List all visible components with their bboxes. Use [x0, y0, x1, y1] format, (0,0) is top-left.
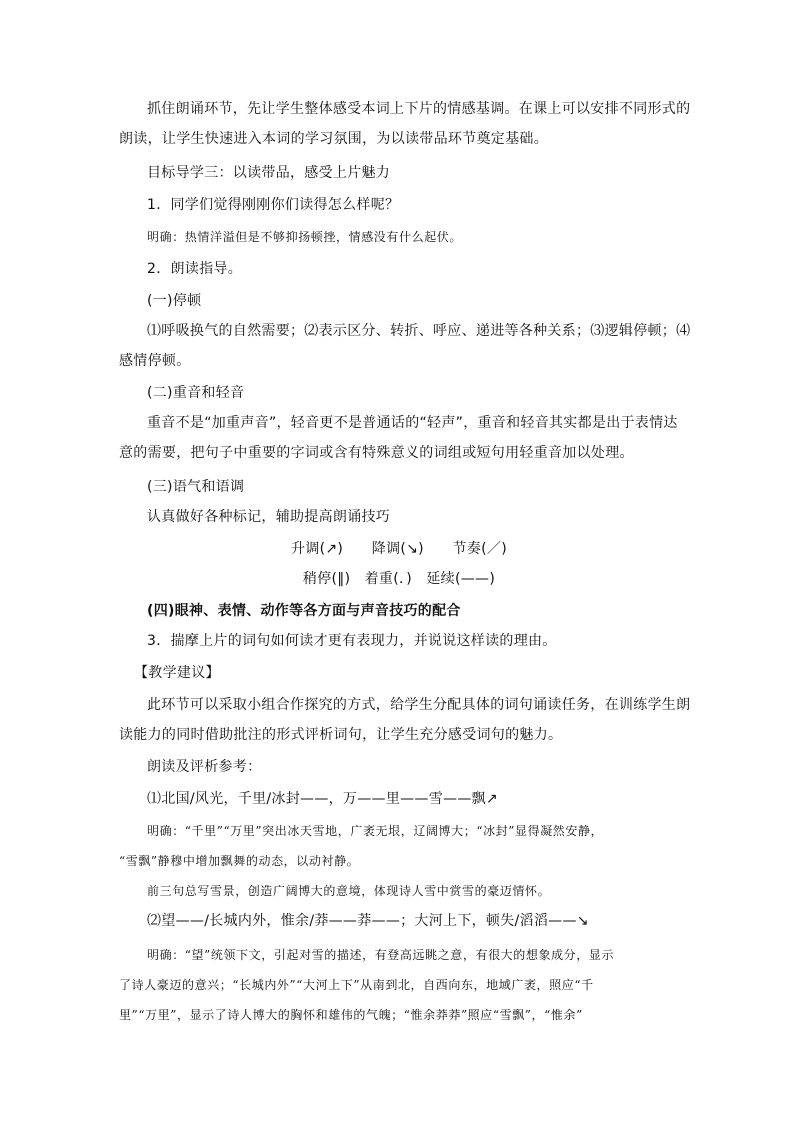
text-line: 抓住朗诵环节，先让学生整体感受本词上下片的情感基调。在课上可以安排不同形式的: [147, 101, 691, 117]
marks-row-1: [119, 534, 679, 564]
subheading-stress: [119, 378, 679, 408]
text-line: 朗读，让学生快速进入本词的学习氛围，为以读带品环节奠定基础。: [119, 131, 548, 147]
paragraph-suggestion: [119, 690, 691, 750]
text-line: 前三句总写雪景，创造广阔博大的意境，体现诗人雪中赏雪的豪迈情怀。: [147, 884, 551, 898]
text-line: 此环节可以采取小组合作探究的方式，给学生分配具体的词句诵读任务，在训练学生朗: [147, 697, 691, 713]
text-line: “雪飘”静穆中增加飘舞的动态，以动衬静。: [119, 854, 360, 868]
analysis-2: [119, 940, 679, 1030]
text-line: 里”“万里”，显示了诗人博大的胸怀和雄伟的气魄；“惟余莽莽”照应“雪飘”，“惟余”: [119, 1008, 583, 1022]
text-line: 目标导学三：以读带品，感受上片魅力: [147, 165, 391, 181]
text-line: (三)语气和语调: [147, 479, 245, 495]
subheading-pause: [119, 286, 679, 316]
text-line: ⑴北国/风光，千里/冰封——，万——里——雪——飘↗: [147, 791, 498, 807]
text-line: 了诗人豪迈的意兴；“长城内外”“大河上下”从南到北，自西向东，地域广袤，照应“千: [119, 978, 594, 992]
text-line: 【教学建议】: [134, 665, 220, 681]
text-line: (四)眼神、表情、动作等各方面与声音技巧的配合: [147, 603, 461, 619]
reading-line-2: [119, 906, 679, 936]
text-line: 认真做好各种标记，辅助提高朗诵技巧: [147, 509, 391, 525]
reference-heading: [119, 752, 679, 782]
answer-1: [119, 222, 679, 252]
text-line: 明确：“千里”“万里”突出冰天雪地，广袤无垠，辽阔博大；“冰封”显得凝然安静，: [147, 824, 604, 838]
paragraph-pause-types: [119, 316, 691, 376]
question-3: [119, 626, 679, 656]
text-line: 重音不是“加重声音”，轻音更不是普通话的“轻声”，重音和轻音其实都是出于表情达: [147, 415, 678, 431]
paragraph-stress: [119, 408, 679, 468]
text-line: (二)重音和轻音: [147, 385, 245, 401]
text-line: ⑴呼吸换气的自然需要；⑵表示区分、转折、呼应、递进等各种关系；⑶逻辑停顿；⑷: [147, 323, 691, 339]
text-line: 3．揣摩上片的词句如何读才更有表现力，并说说这样读的理由。: [147, 633, 557, 649]
text-line: 升调(↗) 降调(↘) 节奏(／): [291, 541, 507, 557]
text-line: 意的需要，把句子中重要的字词或含有特殊意义的词组或短句用轻重音加以处理。: [119, 445, 634, 461]
analysis-1: [119, 816, 679, 876]
paragraph-intro: [119, 94, 691, 154]
reading-line-1: [119, 784, 679, 814]
question-1: [119, 190, 679, 220]
item-2-reading-guide: [119, 254, 679, 284]
text-line: 读能力的同时借助批注的形式评析词句，让学生充分感受词句的魅力。: [119, 727, 563, 743]
marks-row-2: [119, 564, 679, 594]
text-line: ⑵望——/长城内外，惟余/莽——莽——；大河上下，顿失/滔滔——↘: [147, 913, 589, 929]
text-line: 明确：热情洋溢但是不够抑扬顿挫，情感没有什么起伏。: [147, 230, 463, 244]
text-line: 朗读及评析参考：: [147, 759, 262, 775]
text-line: (一)停顿: [147, 293, 202, 309]
subheading-eyes: [119, 596, 679, 626]
section-heading-goal-three: [119, 158, 679, 188]
summary-1: [119, 876, 679, 906]
paragraph-marks: [119, 502, 679, 532]
text-line: 稍停(‖) 着重(．) 延续(——): [302, 571, 496, 587]
teaching-suggestion-heading: [134, 658, 694, 688]
text-line: 2．朗读指导。: [147, 261, 243, 277]
subheading-tone: [119, 472, 679, 502]
text-line: 感情停顿。: [119, 353, 191, 369]
text-line: 1．同学们觉得刚刚你们读得怎么样呢？: [147, 197, 400, 213]
text-line: 明确：“望”统领下文，引起对雪的描述，有登高远眺之意，有很大的想象成分，显示: [147, 948, 615, 962]
